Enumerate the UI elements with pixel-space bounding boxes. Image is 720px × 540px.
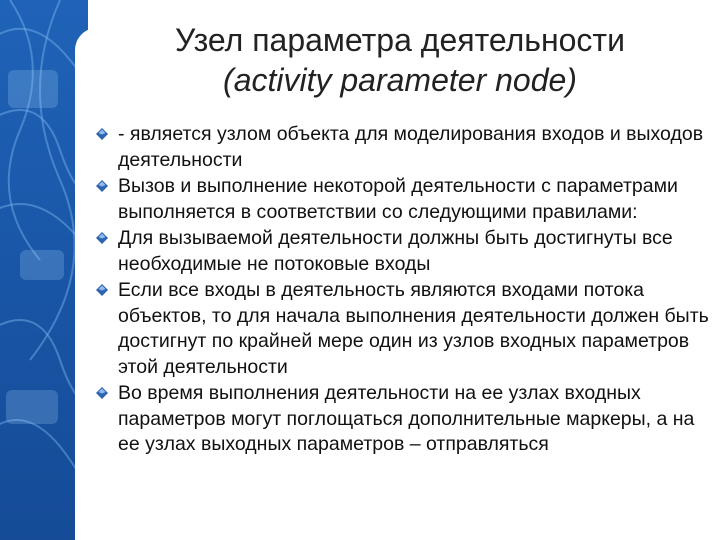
bullet-text: Вызов и выполнение некоторой деятельности с параметрами выполняется в соответствии со следующими правилами: — [118, 175, 678, 223]
bullet-item — [96, 278, 711, 380]
bullet-item — [96, 174, 711, 225]
diamond-bullet-icon — [96, 180, 108, 192]
bullet-item — [96, 381, 711, 458]
bullet-text: Для вызываемой деятельности должны быть достигнуты все необходимые не потоковые входы — [118, 227, 673, 275]
diamond-bullet-icon — [96, 232, 108, 244]
bullet-text: Во время выполнения деятельности на ее узлах входных параметров могут поглощаться дополнительные маркеры, а на ее узлах выходных параметров – отправляться — [118, 382, 695, 455]
bullet-item — [96, 122, 711, 173]
title-line-2: (activity parameter node) — [223, 62, 577, 98]
slide-title — [100, 20, 700, 100]
diamond-bullet-icon — [96, 128, 108, 140]
bullet-list — [96, 122, 711, 459]
diamond-bullet-icon — [96, 387, 108, 399]
diamond-bullet-icon — [96, 284, 108, 296]
bullet-text: - является узлом объекта для моделирования входов и выходов деятельности — [118, 123, 704, 171]
bullet-text: Если все входы в деятельность являются входами потока объектов, то для начала выполнения деятельности должен быть достигнут по крайней мере один из узлов входных параметров этой деятельности — [118, 279, 709, 378]
title-line-1: Узел параметра деятельности — [175, 22, 625, 58]
bullet-item — [96, 226, 711, 277]
